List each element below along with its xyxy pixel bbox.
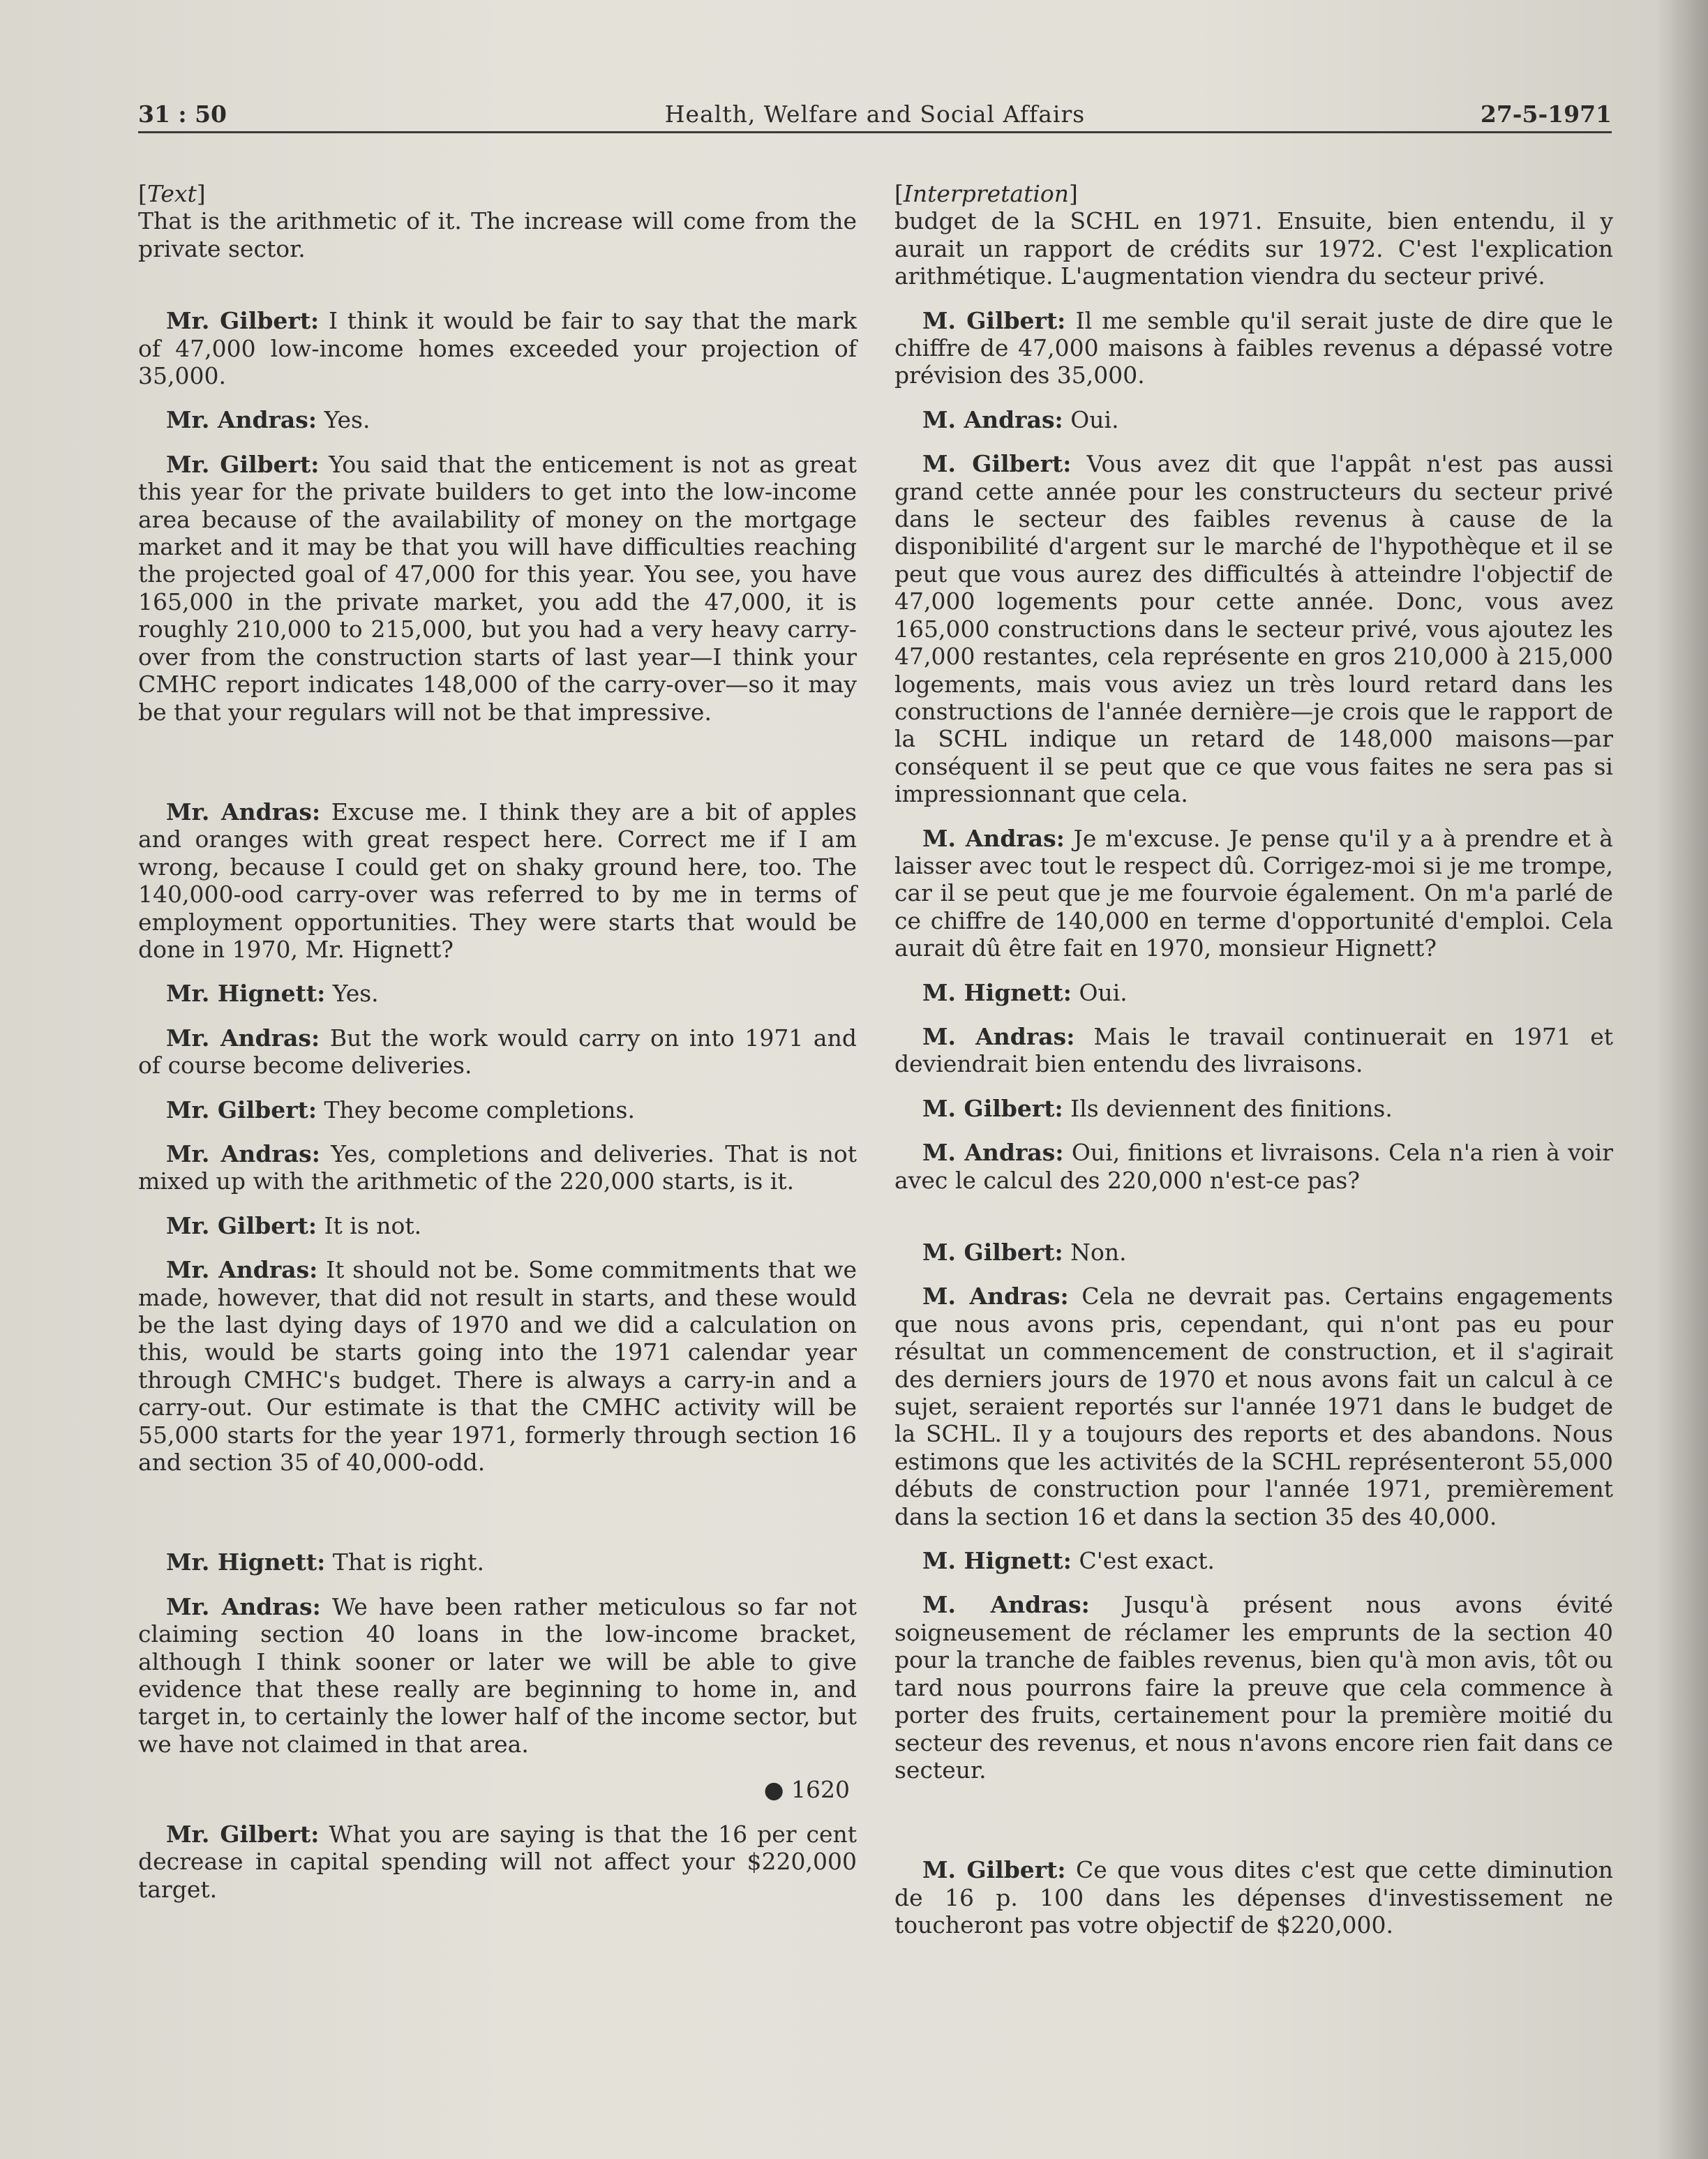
- speech-paragraph: M. Gilbert: Il me semble qu'il serait juste de dire que le chiffre de 47,000 maisons à faibles revenus a dépassé votre prévision des 35,000.: [894, 306, 1613, 389]
- section-label: [Text]: [138, 180, 206, 207]
- speaker-name: Mr. Andras:: [166, 406, 317, 434]
- speaker-name: Mr. Gilbert:: [166, 1820, 320, 1848]
- speech-paragraph: M. Andras: Jusqu'à présent nous avons évité soigneusement de réclamer les emprunts de la section 40 pour la tranche de faibles revenus, bien qu'à mon avis, tôt ou tard nous pourrons faire la preuve que cela commence à porter des fruits, certainement pour la première moitié du secteur des revenus, et nous n'avons encore rien fait dans ce secteur.: [894, 1591, 1613, 1784]
- header-date: 27-5-1971: [1480, 100, 1612, 128]
- speaker-name: M. Hignett:: [922, 978, 1072, 1006]
- speaker-name: Mr. Andras:: [166, 1256, 318, 1284]
- speech-paragraph: Mr. Andras: It should not be. Some commitments that we made, however, that did not result in starts, and these would be the last dying days of 1970 and we did a calculation on this, would be starts going into the 1971 calendar year through CMHC's budget. There is always a carry-in and a carry-out. Our estimate is that the CMHC activity will be 55,000 starts for the year 1971, formerly through section 16 and section 35 of 40,000-odd.: [138, 1256, 857, 1477]
- speech-paragraph: Mr. Gilbert: I think it would be fair to say that the mark of 47,000 low-income homes exceeded your projection of 35,000.: [138, 307, 857, 390]
- speaker-name: Mr. Andras:: [166, 1140, 320, 1167]
- speaker-name: Mr. Andras:: [166, 798, 321, 826]
- speaker-name: Mr. Gilbert:: [166, 307, 320, 335]
- speech-paragraph: M. Andras: Mais le travail continuerait en 1971 et deviendrait bien entendu des livraisons.: [894, 1022, 1613, 1078]
- speaker-name: Mr. Hignett:: [166, 980, 326, 1008]
- speaker-name: Mr. Gilbert:: [166, 450, 320, 478]
- speaker-name: M. Andras:: [922, 405, 1063, 433]
- speech-paragraph: Mr. Andras: But the work would carry on into 1971 and of course become deliveries.: [138, 1024, 857, 1080]
- speech-paragraph: Mr. Andras: Yes, completions and deliveries. That is not mixed up with the arithmetic of the 220,000 starts, is it.: [138, 1140, 857, 1195]
- speech-paragraph: Mr. Hignett: That is right.: [166, 1548, 484, 1576]
- speaker-name: Mr. Gilbert:: [166, 1211, 317, 1239]
- speech-paragraph: Mr. Gilbert: It is not.: [166, 1211, 422, 1239]
- speech-paragraph: M. Gilbert: Ce que vous dites c'est que cette diminution de 16 p. 100 dans les dépenses d'investissement ne toucheront pas votre objectif de $220,000.: [894, 1856, 1613, 1939]
- page-number: 31 : 50: [138, 100, 227, 128]
- speech-paragraph: M. Hignett: C'est exact.: [922, 1547, 1215, 1575]
- paragraph: budget de la SCHL en 1971. Ensuite, bien entendu, il y aurait un rapport de crédits sur 1972. C'est l'explication arithmétique. L'augmentation viendra du secteur privé.: [894, 207, 1613, 290]
- speech-paragraph: M. Gilbert: Vous avez dit que l'appât n'est pas aussi grand cette année pour les constructeurs du secteur privé dans le secteur des faibles revenus à cause de la disponibilité d'argent sur le marché de l'hypothèque et il se peut que vous aurez des difficultés à atteindre l'objectif de 47,000 logements pour cette année. Donc, vous avez 165,000 constructions dans le secteur privé, vous ajoutez les 47,000 restantes, cela représente en gros 210,000 à 215,000 logements, mais vous aviez un très lourd retard dans les constructions de l'année dernière—je crois que le rapport de la SCHL indique un retard de 148,000 maisons—par conséquent il se peut que ce que vous faites ne sera pas si impressionnant que cela.: [894, 450, 1613, 808]
- speaker-name: M. Hignett:: [922, 1547, 1072, 1575]
- speech-paragraph: Mr. Andras: Yes.: [166, 406, 370, 434]
- speech-paragraph: M. Hignett: Oui.: [922, 978, 1128, 1006]
- section-label: [Interpretation]: [894, 180, 1078, 207]
- speaker-name: M. Gilbert:: [922, 1094, 1063, 1122]
- french-column: [894, 180, 1613, 1939]
- speaker-name: M. Gilbert:: [922, 450, 1072, 478]
- speaker-name: M. Andras:: [922, 1591, 1090, 1619]
- speaker-name: Mr. Andras:: [166, 1592, 321, 1620]
- time-marker: ● 1620: [763, 1776, 850, 1804]
- speech-paragraph: M. Andras: Oui.: [922, 405, 1119, 433]
- speaker-name: M. Gilbert:: [922, 306, 1066, 334]
- speaker-name: Mr. Andras:: [166, 1024, 320, 1052]
- speech-paragraph: M. Andras: Cela ne devrait pas. Certains engagements que nous avons pris, cependant, qui n'ont pas eu pour résultat un commencement de construction, et il s'agirait des derniers jours de 1970 et nous avons fait un calcul à ce sujet, seraient reportés sur l'année 1971 dans le budget de la SCHL. Il y a toujours des reports et des abandons. Nous estimons que les activités de la SCHL représenteront 55,000 débuts de construction pour l'année 1971, premièrement dans la section 16 et dans la section 35 des 40,000.: [894, 1283, 1613, 1530]
- speech-paragraph: M. Gilbert: Ils deviennent des finitions.: [922, 1094, 1393, 1122]
- speaker-name: M. Andras:: [922, 1139, 1064, 1167]
- speaker-name: Mr. Hignett:: [166, 1548, 326, 1576]
- speaker-name: M. Gilbert:: [922, 1856, 1066, 1884]
- speech-paragraph: Mr. Gilbert: What you are saying is that the 16 per cent decrease in capital spending will not affect your $220,000 target.: [138, 1820, 857, 1903]
- speaker-name: M. Andras:: [922, 1283, 1069, 1310]
- english-column: [138, 180, 857, 1903]
- running-header: [138, 95, 1612, 133]
- speech-paragraph: Mr. Andras: Excuse me. I think they are a bit of apples and oranges with great respect here. Correct me if I am wrong, because I could get on shaky ground here, too. The 140,000-ood carry-over was referred to by me in terms of employment opportunities. They were starts that would be done in 1970, Mr. Hignett?: [138, 798, 857, 963]
- speaker-name: Mr. Gilbert:: [166, 1096, 317, 1123]
- speech-paragraph: Mr. Gilbert: You said that the enticement is not as great this year for the private builders to get into the low-income area because of the availability of money on the mortgage market and it may be that you will have difficulties reaching the projected goal of 47,000 for this year. You see, you have 165,000 in the private market, you add the 47,000, it is roughly 210,000 to 215,000, but you had a very heavy carry-over from the construction starts of last year—I think your CMHC report indicates 148,000 of the carry-over—so it may be that your regulars will not be that impressive.: [138, 450, 857, 726]
- speech-paragraph: Mr. Hignett: Yes.: [166, 980, 379, 1008]
- speech-paragraph: M. Andras: Oui, finitions et livraisons. Cela n'a rien à voir avec le calcul des 220,000 n'est-ce pas?: [894, 1139, 1613, 1194]
- speaker-name: M. Andras:: [922, 824, 1065, 852]
- speaker-name: M. Gilbert:: [922, 1239, 1063, 1266]
- speech-paragraph: Mr. Gilbert: They become completions.: [166, 1096, 635, 1123]
- speech-paragraph: M. Gilbert: Non.: [922, 1239, 1127, 1266]
- header-title: Health, Welfare and Social Affairs: [664, 100, 1086, 128]
- paragraph: That is the arithmetic of it. The increase will come from the private sector.: [138, 207, 857, 262]
- speech-paragraph: Mr. Andras: We have been rather meticulous so far not claiming section 40 loans in the low-income bracket, although I think sooner or later we will be able to give evidence that these really are beginning to home in, and target in, to certainly the lower half of the income sector, but we have not claimed in that area.: [138, 1592, 857, 1758]
- speaker-name: M. Andras:: [922, 1022, 1075, 1050]
- speech-paragraph: M. Andras: Je m'excuse. Je pense qu'il y a à prendre et à laisser avec tout le respect dû. Corrigez-moi si je me trompe, car il se peut que je me fourvoie également. On m'a parlé de ce chiffre de 140,000 en terme d'opportunité d'emploi. Cela aurait dû être fait en 1970, monsieur Hignett?: [894, 824, 1613, 962]
